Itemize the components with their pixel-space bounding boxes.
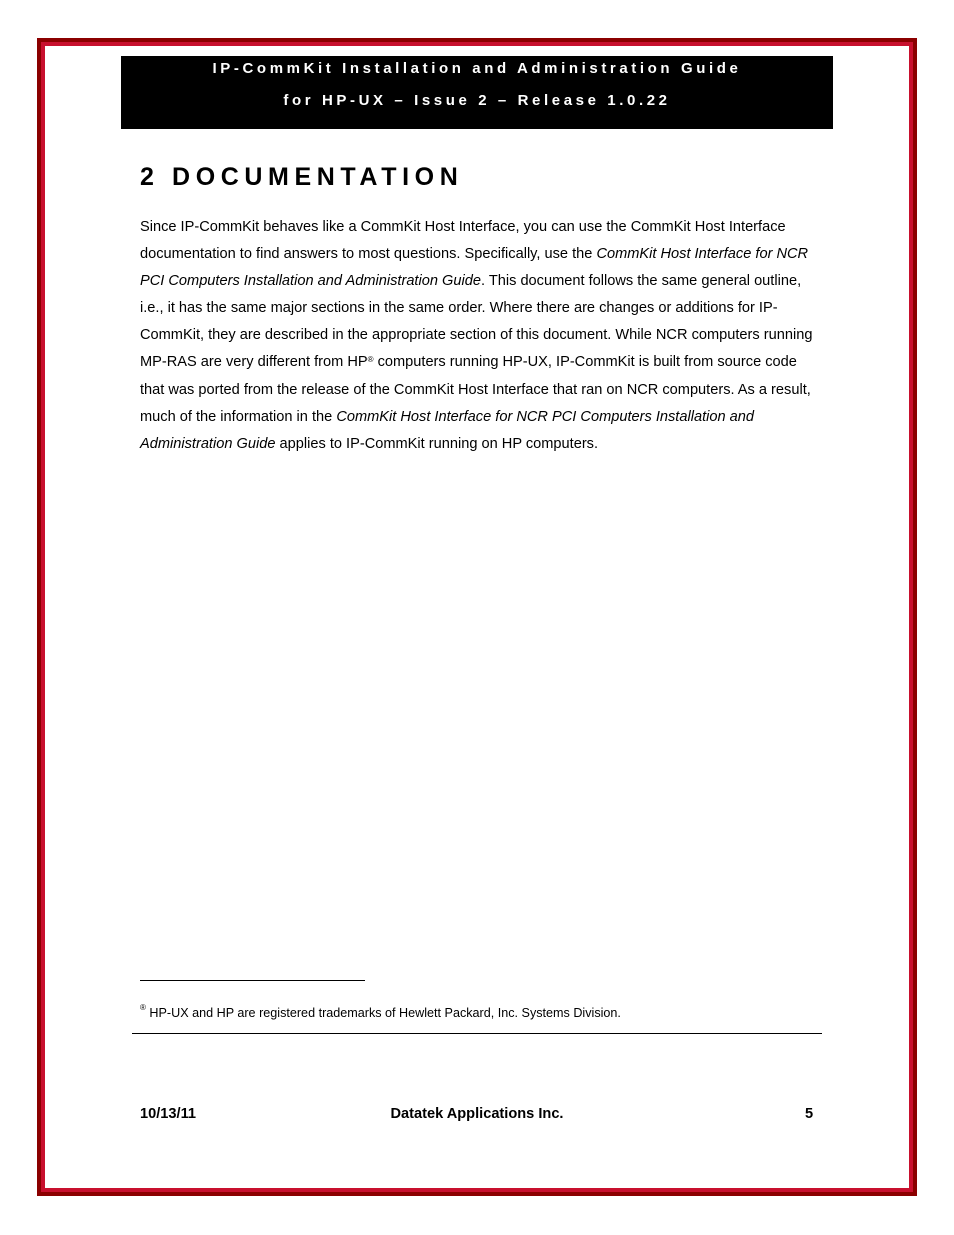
logo-outer-arc [464, 1044, 487, 1084]
footer-divider [132, 1033, 822, 1034]
footnote-text: HP-UX and HP are registered trademarks of Hewlett Packard, Inc. Systems Division. [145, 1006, 621, 1020]
logo-inner-arc [464, 1053, 476, 1075]
section-heading: 2 DOCUMENTATION [140, 163, 464, 191]
body-text-4: applies to IP-CommKit running on HP computers. [275, 435, 599, 452]
datatek-logo-icon [454, 1042, 494, 1086]
footnote-mark: ® [140, 1003, 146, 1012]
footer-date: 10/13/11 [140, 1106, 197, 1122]
registered-mark: ® [367, 355, 374, 365]
header-banner [121, 56, 833, 129]
guide-title-italic-2: CommKit Host Interface for NCR PCI Computers Installation and Administration Guide [140, 408, 755, 452]
guide-title-italic-1: CommKit Host Interface for NCR PCI Computers Installation and Administration Guide [140, 246, 809, 290]
header-subtitle: for HP-UX – Issue 2 – Release 1.0.22 [283, 92, 671, 109]
body-text-3: computers running HP-UX, IP-CommKit is built from source code that was ported from the release of the CommKit Host Interface that ran on NCR computers. As a result, much of the information in the [140, 354, 811, 425]
body-paragraph [140, 214, 820, 458]
body-text-1: Since IP-CommKit behaves like a CommKit Host Interface, you can use the CommKit Host Interface documentation to find answers to most questions. Specifically, use the [140, 219, 786, 263]
header-title: IP-CommKit Installation and Administration Guide [212, 60, 742, 77]
footer-company: Datatek Applications Inc. [390, 1106, 564, 1122]
footnote-divider [140, 980, 365, 981]
footnote [140, 1003, 621, 1020]
page-border [37, 38, 917, 1196]
body-text-2: . This document follows the same general outline, i.e., it has the same major sections in the same order. Where there are changes or additions for IP-CommKit, they are described in the appropriate section of this document. While NCR computers running MP-RAS are very different from HP [140, 273, 813, 371]
page-number: 5 [805, 1106, 814, 1122]
